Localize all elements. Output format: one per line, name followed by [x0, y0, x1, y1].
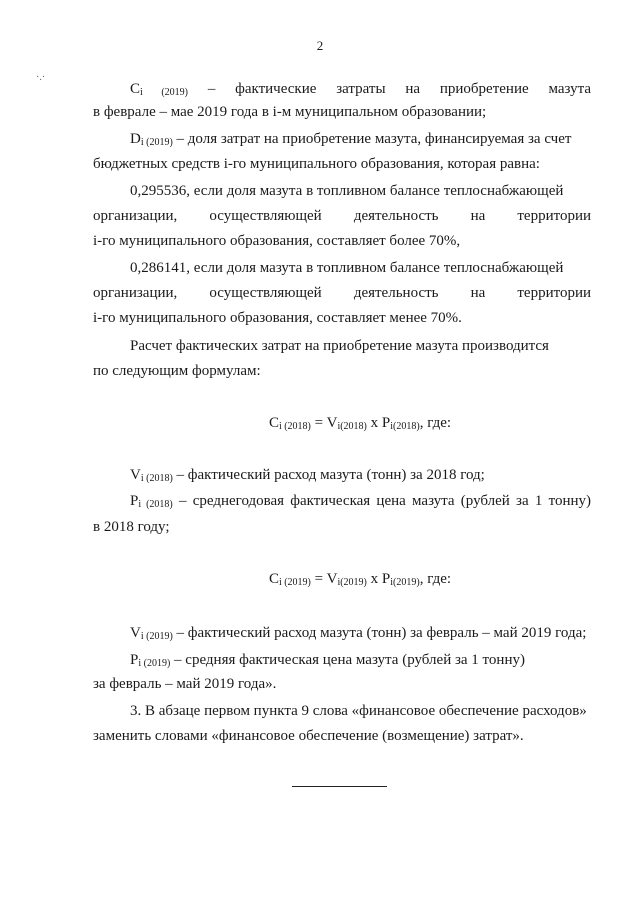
- p1-line2: в феврале – мае 2019 года в i-м муниципальном образовании;: [93, 104, 487, 120]
- p10-line1: 3. В абзаце первом пункта 9 слова «финансовое обеспечение расходов»: [130, 703, 587, 719]
- scan-speck: ·.·: [36, 72, 46, 83]
- p10-line2: заменить словами «финансовое обеспечение (возмещение) затрат».: [93, 728, 524, 744]
- p2-line1: $D_{i (2019)}$ – доля затрат на приобретение мазута, финансируемая за счет: [130, 131, 572, 148]
- p1-line1: $C_{i (2019)}$ – фактические затраты на приобретение мазута: [130, 81, 592, 98]
- p9-line2: за февраль – май 2019 года».: [93, 676, 277, 692]
- closing-rule: [292, 786, 387, 787]
- p5-line1: Расчет фактических затрат на приобретение мазута производится: [130, 338, 549, 354]
- p8-line1: $V_{i (2019)}$ – фактический расход мазута (тонн) за февраль – май 2019 года;: [130, 625, 587, 642]
- p3-line1: 0,295536, если доля мазута в топливном балансе теплоснабжающей: [130, 183, 564, 199]
- p4-line3: i-го муниципального образования, составляет менее 70%.: [93, 310, 462, 326]
- formula-2019: $C_{i (2019)} = V_{i(2019)}$ x $P_{i(2019)}$, где:: [268, 571, 452, 588]
- p1-sub: i (2019): [140, 87, 189, 98]
- p5-line2: по следующим формулам:: [93, 363, 261, 379]
- p7-line2: в 2018 году;: [93, 519, 170, 535]
- p3-line2: организации, осуществляющей деятельность на территории: [93, 208, 592, 224]
- p1-var: C: [130, 81, 141, 97]
- formula-2018: $C_{i (2018)} = V_{i(2018)}$ x $P_{i(2018)}$, где:: [268, 415, 452, 432]
- p3-line3: i-го муниципального образования, составляет более 70%,: [93, 233, 461, 249]
- p7-line1: $P_{i (2018)}$ – среднегодовая фактическая цена мазута (рублей за 1 тонну): [130, 493, 591, 510]
- p2-line2: бюджетных средств i-го муниципального образования, которая равна:: [93, 156, 540, 172]
- p9-line1: $P_{i (2019)}$ – средняя фактическая цена мазута (рублей за 1 тонну): [130, 652, 525, 669]
- p4-line2: организации, осуществляющей деятельность на территории: [93, 285, 592, 301]
- page-number: 2: [316, 38, 324, 53]
- p6-line1: $V_{i (2018)}$ – фактический расход мазута (тонн) за 2018 год;: [130, 467, 485, 484]
- p4-line1: 0,286141, если доля мазута в топливном балансе теплоснабжающей: [130, 260, 564, 276]
